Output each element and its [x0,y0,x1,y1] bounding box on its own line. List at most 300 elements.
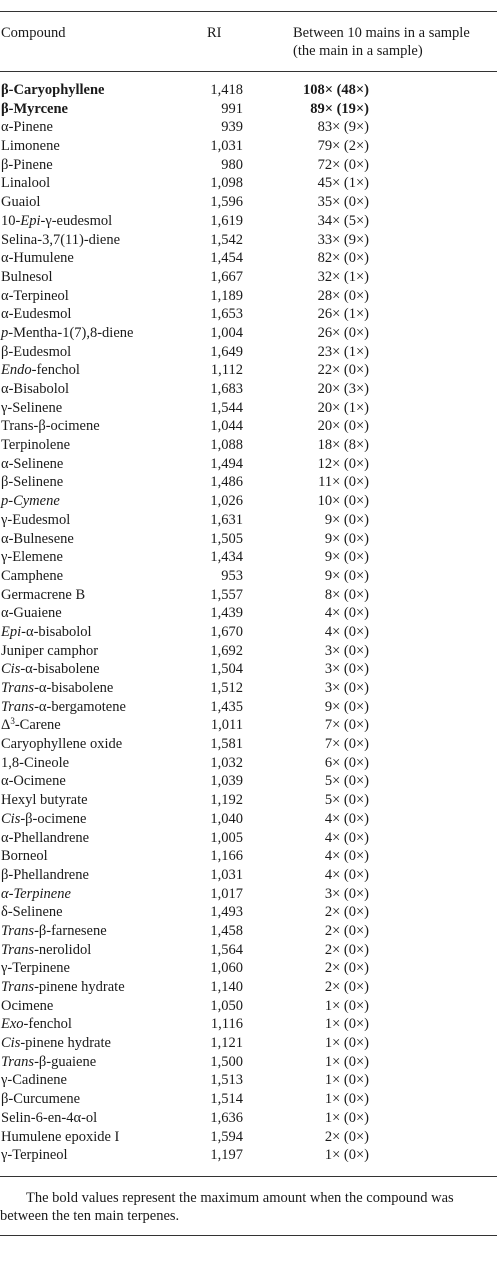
compound-name [1,604,62,623]
compound-name-suffix: -α-bisabolene [20,661,100,678]
table-row [0,1146,497,1165]
between-value: 4× (0×) [324,605,369,622]
table-row [0,660,497,679]
between-value: 8× (0×) [324,586,369,603]
compound-name [1,1146,68,1165]
table-row [0,586,497,605]
ri-value: 1,011 [210,717,243,734]
compound-name-text: Trans-β-ocimene [1,418,100,435]
table-row [0,174,497,193]
compound-name-text: α-Guaiene [1,605,62,622]
compound-name [1,679,113,698]
between-value: 108× (48×) [302,82,369,98]
compound-name [1,660,100,679]
ri-value: 1,564 [210,941,243,958]
compound-name-text: δ-Selinene [1,904,63,921]
compound-name-text: Selin-6-en-4α-ol [1,1109,98,1126]
between-value: 1× (0×) [324,1016,369,1033]
ri-value: 1,418 [210,82,243,98]
ri-value: 1,692 [210,642,243,659]
ri-value: 1,031 [210,138,243,155]
compound-name-text: Humulene epoxide I [1,1128,120,1145]
ri-value: 1,581 [210,736,243,753]
compound-name-italic: p [1,324,9,341]
ri-value: 1,189 [210,287,243,304]
compound-name-text: 1,8-Cineole [1,754,70,771]
table-row [0,548,497,567]
table-row [0,436,497,455]
compound-name [1,343,71,362]
ri-value: 1,486 [210,474,243,491]
compound-name-italic: Trans [1,698,35,715]
table-row [0,1053,497,1072]
ri-value: 1,619 [210,212,243,229]
table-row [0,156,497,175]
table-row [0,100,497,119]
ri-value: 1,005 [210,829,243,846]
compound-name-suffix: -α-bergamotene [34,698,126,715]
compound-name [1,716,61,735]
compound-name-italic: α-Terpinene [1,885,71,902]
between-value: 20× (3×) [317,381,369,397]
compound-name [1,772,66,791]
table-row [0,1015,497,1034]
compound-name [1,81,105,100]
compound-name-suffix: -nerolidol [34,941,92,958]
between-value: 9× (0×) [324,530,369,547]
table-row [0,473,497,492]
between-value: 35× (0×) [317,194,369,211]
compound-name-suffix: -fenchol [23,1016,72,1033]
compound-name [1,1128,119,1147]
compound-name-italic: Cis [1,1035,21,1052]
between-value: 10× (0×) [317,493,369,510]
compound-name-italic: p-Cymene [1,493,60,510]
table-row [0,1109,497,1128]
between-value: 1× (0×) [324,1072,369,1089]
table-row [0,791,497,810]
ri-value: 1,670 [210,623,243,640]
compound-name-text: α-Bisabolol [1,381,70,397]
ri-value: 1,112 [210,362,243,379]
table-row [0,249,497,268]
table-row [0,978,497,997]
compound-name [1,903,63,922]
between-value: 4× (0×) [324,623,369,640]
table-row [0,642,497,661]
ri-value: 1,500 [210,1053,243,1070]
between-value: 26× (1×) [317,306,369,323]
ri-value: 939 [221,119,243,136]
ri-value: 1,505 [210,530,243,547]
compound-name-suffix: -pinene hydrate [34,979,125,995]
between-value: 32× (1×) [317,268,369,285]
ri-value: 1,557 [210,586,243,603]
table-row [0,1034,497,1053]
table-row [0,847,497,866]
between-value: 18× (8×) [317,437,369,454]
compound-name [1,735,122,754]
between-value: 9× (0×) [324,549,369,566]
ri-value: 1,514 [210,1091,243,1108]
table-row [0,380,497,399]
ri-value: 1,026 [210,493,243,510]
ri-value: 991 [221,100,243,117]
between-value: 2× (0×) [324,904,369,921]
compound-name [1,511,70,530]
ri-value: 1,116 [210,1016,243,1033]
compound-name [1,847,48,866]
table-row [0,997,497,1016]
compound-name-suffix: -γ-eudesmol [40,212,113,229]
between-value: 4× (0×) [324,829,369,846]
compound-name [1,754,69,773]
compound-name-italic: Endo [1,362,32,379]
compound-name-italic: Cis [1,661,21,678]
compound-name [1,978,125,997]
between-value: 4× (0×) [324,866,369,883]
compound-name-suffix: -α-bisabolol [21,623,92,640]
between-value: 26× (0×) [317,324,369,341]
compound-name-suffix: -Mentha-1(7),8-diene [8,324,134,341]
table-row [0,530,497,549]
between-value: 1× (0×) [324,997,369,1014]
ri-value: 1,435 [210,698,243,715]
ri-value: 953 [221,567,243,584]
compound-name [1,530,74,549]
ri-value: 1,121 [210,1035,243,1052]
between-value: 89× (19×) [310,100,369,117]
between-value: 2× (0×) [324,922,369,939]
between-value: 3× (0×) [324,680,369,696]
table-bottom-rule [0,1176,497,1177]
compound-name-text: Germacrene B [1,586,86,603]
between-value: 79× (2×) [317,138,369,155]
compound-name [1,1015,72,1034]
ri-value: 1,166 [210,848,243,865]
compound-name [1,118,53,137]
compound-name-suffix: -β-ocimene [20,810,87,827]
table-row [0,567,497,586]
header-compound: Compound [1,25,66,41]
compound-name-italic: Trans [1,922,35,939]
ri-value: 1,439 [210,605,243,622]
ri-value: 1,454 [210,250,243,267]
compound-name [1,791,88,810]
compound-name-text: β-Myrcene [1,100,68,117]
table-row [0,231,497,250]
table-row [0,716,497,735]
compound-name [1,174,50,193]
compound-name [1,100,68,119]
compound-name [1,997,53,1016]
compound-name-text: γ-Terpinene [1,960,70,977]
between-value: 3× (0×) [324,661,369,678]
compound-name [1,156,53,175]
table-row [0,829,497,848]
ri-value: 1,031 [210,866,243,883]
table-row [0,1090,497,1109]
header-between [293,24,497,60]
compound-name [1,623,92,642]
table-row [0,922,497,941]
between-value: 4× (0×) [324,848,369,865]
ri-value: 1,683 [210,381,243,397]
table-row [0,212,497,231]
table-row [0,287,497,306]
ri-value: 1,140 [210,979,243,995]
ri-value: 1,098 [210,175,243,192]
compound-name-suffix: -fenchol [31,362,80,379]
between-value: 3× (0×) [324,642,369,659]
compound-name-text: Terpinolene [1,437,71,454]
table-row [0,754,497,773]
between-value: 6× (0×) [324,754,369,771]
ri-value: 1,192 [210,792,243,809]
compound-name-suffix: -pinene hydrate [20,1035,111,1052]
table-body [0,81,497,1165]
table-top-rule [0,11,497,12]
table-header-rule [0,71,497,72]
table-row [0,118,497,137]
compound-name-text: γ-Eudesmol [1,511,71,528]
compound-name-text: Guaiol [1,194,41,211]
table-row [0,193,497,212]
compound-name [1,417,100,436]
compound-name [1,959,70,978]
ri-value: 1,458 [210,922,243,939]
table-row [0,866,497,885]
table-row [0,1128,497,1147]
compound-name [1,324,133,343]
compound-name-italic: Exo [1,1016,24,1033]
compound-name-text: α-Bulnesene [1,530,74,547]
compound-name-text: α-Humulene [1,250,74,267]
table-row [0,268,497,287]
compound-name [1,1090,80,1109]
compound-name-text: α-Ocimene [1,773,66,790]
compound-name-superscript: 3 [10,716,15,727]
table-row [0,399,497,418]
between-value: 33× (9×) [317,231,369,248]
compound-name [1,287,69,306]
compound-name [1,548,63,567]
compound-name-text: α-Terpineol [1,287,69,304]
table-row [0,137,497,156]
compound-name-suffix: -α-bisabolene [34,680,114,696]
between-value: 72× (0×) [317,156,369,173]
ri-value: 1,017 [210,885,243,902]
compound-name [1,1109,97,1128]
compound-name-text: α-Pinene [1,119,53,136]
between-value: 5× (0×) [324,773,369,790]
between-value: 11× (0×) [318,474,369,491]
ri-value: 1,434 [210,549,243,566]
between-value: 1× (0×) [324,1091,369,1108]
ri-value: 1,039 [210,773,243,790]
between-value: 1× (0×) [324,1109,369,1126]
table-row [0,1071,497,1090]
compound-name-text: Δ [1,717,11,734]
between-value: 22× (0×) [317,362,369,379]
between-value: 20× (1×) [317,399,369,416]
compound-name-italic: Trans [1,941,35,958]
table-row [0,305,497,324]
ri-value: 1,653 [210,306,243,323]
compound-name [1,473,63,492]
between-value: 2× (0×) [324,941,369,958]
compound-name [1,922,107,941]
footnote-bottom-rule [0,1235,497,1236]
compound-name-italic: Trans [1,1053,35,1070]
between-value: 20× (0×) [317,418,369,435]
compound-name-text: Caryophyllene oxide [1,736,123,753]
compound-name-text: β-Eudesmol [1,343,72,360]
compound-name [1,1071,67,1090]
table-footnote [0,1189,497,1225]
compound-name [1,380,69,399]
compound-name-italic: Trans [1,979,35,995]
compound-name-suffix: -Carene [14,717,61,734]
ri-value: 1,050 [210,997,243,1014]
ri-value: 1,040 [210,810,243,827]
ri-value: 1,504 [210,661,243,678]
between-value: 9× (0×) [324,567,369,584]
compound-name [1,866,89,885]
ri-value: 1,512 [210,680,243,696]
compound-name [1,249,74,268]
compound-name [1,829,89,848]
compound-name [1,193,40,212]
table-row [0,623,497,642]
ri-value: 1,004 [210,324,243,341]
header-ri: RI [207,25,222,41]
compound-name [1,1034,111,1053]
ri-value: 1,513 [210,1072,243,1089]
table-row [0,455,497,474]
ri-value: 1,044 [210,418,243,435]
compound-name-text: α-Selinene [1,455,64,472]
compound-name-suffix: -β-guaiene [34,1053,97,1070]
compound-name-italic: Trans [1,680,35,696]
table-row [0,941,497,960]
compound-name-text: Selina-3,7(11)-diene [1,231,121,248]
compound-name-text: Juniper camphor [1,642,99,659]
between-value: 2× (0×) [324,979,369,995]
ri-value: 1,032 [210,754,243,771]
table-row [0,81,497,100]
compound-name [1,586,85,605]
compound-name-text: γ-Elemene [1,549,63,566]
between-value: 82× (0×) [317,250,369,267]
between-value: 34× (5×) [317,212,369,229]
ri-value: 1,631 [210,511,243,528]
between-value: 3× (0×) [324,885,369,902]
header-between-line2: (the main in a sample) [293,43,423,59]
between-value: 1× (0×) [324,1147,369,1164]
compound-name [1,436,70,455]
table-row [0,324,497,343]
ri-value: 1,088 [210,437,243,454]
ri-value: 1,649 [210,343,243,360]
compound-name-text: Borneol [1,848,48,865]
ri-value: 1,596 [210,194,243,211]
compound-name-text: Bulnesol [1,268,53,285]
compound-name-text: Hexyl butyrate [1,792,88,809]
compound-name-text: γ-Selinene [1,399,63,416]
between-value: 12× (0×) [317,455,369,472]
compound-name [1,810,87,829]
ri-value: 1,542 [210,231,243,248]
compound-name [1,231,120,250]
compound-name-text: α-Phellandrene [1,829,90,846]
compound-name [1,698,126,717]
ri-value: 1,667 [210,268,243,285]
ri-value: 1,494 [210,455,243,472]
table-row [0,343,497,362]
compound-name-text: β-Caryophyllene [1,82,105,98]
compound-name-text: β-Selinene [1,474,64,491]
ri-value: 1,493 [210,904,243,921]
footnote-text: The bold values represent the maximum amount when the compound was between the ten main terpenes. [0,1190,454,1224]
ri-value: 1,197 [210,1147,243,1164]
compound-name-text: Limonene [1,138,60,155]
between-value: 7× (0×) [324,717,369,734]
between-value: 2× (0×) [324,1128,369,1145]
between-value: 5× (0×) [324,792,369,809]
compound-name [1,885,71,904]
between-value: 83× (9×) [317,119,369,136]
table-row [0,511,497,530]
compound-name-suffix: -β-farnesene [34,922,107,939]
between-value: 2× (0×) [324,960,369,977]
table-row [0,679,497,698]
ri-value: 1,544 [210,399,243,416]
table-row [0,772,497,791]
table-row [0,698,497,717]
between-value: 9× (0×) [324,698,369,715]
compound-name [1,567,63,586]
compound-name-text: β-Phellandrene [1,866,89,883]
compound-name [1,642,98,661]
between-value: 45× (1×) [317,175,369,192]
ri-value: 1,636 [210,1109,243,1126]
compound-name-text: Camphene [1,567,64,584]
table-row [0,903,497,922]
table-row [0,810,497,829]
compound-name-text: γ-Terpineol [1,1147,68,1164]
compound-name-text: Ocimene [1,997,54,1014]
between-value: 9× (0×) [324,511,369,528]
between-value: 4× (0×) [324,810,369,827]
compound-name-text: 10- [1,212,21,229]
table-row [0,604,497,623]
table-row [0,959,497,978]
between-value: 1× (0×) [324,1035,369,1052]
compound-name [1,137,60,156]
compound-name-text: Linalool [1,175,51,192]
table-row [0,361,497,380]
compound-name-text: α-Eudesmol [1,306,72,323]
compound-name [1,399,62,418]
compound-name-italic: Cis [1,810,21,827]
compound-name [1,492,60,511]
compound-name-text: β-Curcumene [1,1091,81,1108]
compound-name [1,361,80,380]
table-row [0,735,497,754]
header-between-line1: Between 10 mains in a sample [293,25,470,41]
compound-name [1,455,63,474]
